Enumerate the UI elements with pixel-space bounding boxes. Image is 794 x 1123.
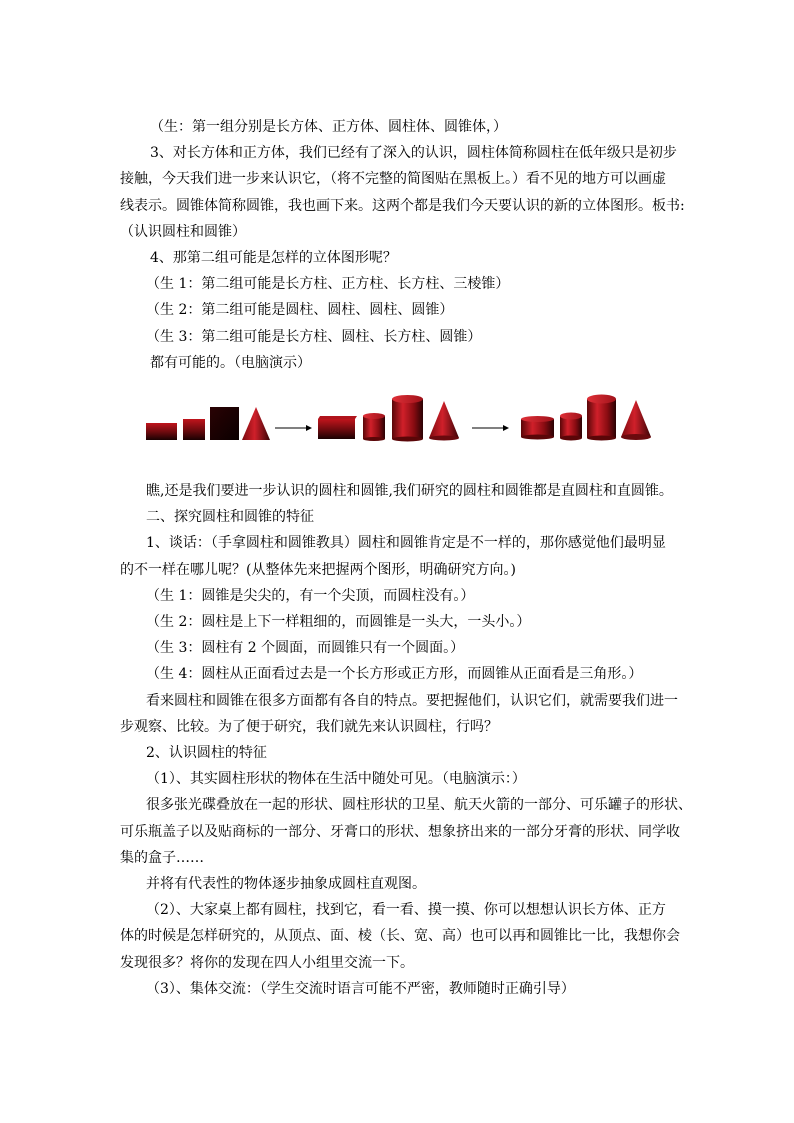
cone-shape <box>621 400 651 440</box>
paragraph: 很多张光碟叠放在一起的形状、圆柱形状的卫星、航天火箭的一部分、可乐罐子的形状、 <box>146 797 692 814</box>
paragraph: 可乐瓶盖子以及贴商标的一部分、牙膏口的形状、想象挤出来的一部分牙膏的形状、同学收 <box>120 823 680 840</box>
document-body <box>120 114 692 1002</box>
paragraph: （3）、集体交流：（学生交流时语言可能不严密，教师随时正确引导） <box>146 980 575 997</box>
cylinder-small-shape <box>560 413 582 441</box>
paragraph: 并将有代表性的物体逐步抽象成圆柱直观图。 <box>146 876 426 893</box>
shapes-demo-svg <box>146 376 676 478</box>
paragraph: 都有可能的。（电脑演示） <box>150 354 311 371</box>
paragraph: （生：第一组分别是长方体、正方体、圆柱体、圆锥体，） <box>150 119 507 135</box>
paragraph: （生 3：圆柱有 2 个圆面，而圆锥只有一个圆面。） <box>146 640 465 657</box>
shapes-demo-figure <box>146 376 676 478</box>
paragraph: 体的时候是怎样研究的，从顶点、面、棱（长、宽、高）也可以再和圆锥比一比，我想你会 <box>120 928 680 945</box>
cube-shape <box>210 407 239 440</box>
paragraph: （生 1：第二组可能是长方柱、正方柱、长方柱、三棱锥） <box>146 276 510 293</box>
cylinder-small-shape <box>363 413 385 441</box>
paragraph: （生 2：圆柱是上下一样粗细的，而圆锥是一头大，一头小。） <box>146 614 531 631</box>
paragraph: 瞧,还是我们要进一步认识的圆柱和圆锥,我们研究的圆柱和圆锥都是直圆柱和直圆锥。 <box>146 483 673 500</box>
arrow-head <box>306 425 312 431</box>
paragraph: （2）、大家桌上都有圆柱，找到它，看一看、摸一摸、你可以想想认识长方体、正方 <box>146 902 666 919</box>
paragraph: （生 1：圆锥是尖尖的，有一个尖顶，而圆柱没有。） <box>146 587 475 604</box>
cone-shape <box>429 401 459 441</box>
paragraph: （认识圆柱和圆锥） <box>120 223 246 240</box>
paragraph: （1）、其实圆柱形状的物体在生活中随处可见。（电脑演示：） <box>146 771 526 788</box>
cylinder-flat-shape <box>521 416 554 440</box>
section-heading: 二、探究圆柱和圆锥的特征 <box>146 509 314 526</box>
paragraph: 的不一样在哪儿呢？(从整体先来把握两个图形，明确研究方向。) <box>120 561 516 578</box>
paragraph: 接触，今天我们进一步来认识它，（将不完整的简图贴在黑板上。）看不见的地方可以画虚 <box>120 171 666 188</box>
paragraph: 发现很多？将你的发现在四人小组里交流一下。 <box>120 954 414 971</box>
paragraph: 看来圆柱和圆锥在很多方面都有各自的特点。要把握他们，认识它们，就需要我们进一 <box>146 692 678 709</box>
paragraph: （生 3：第二组可能是长方柱、圆柱、长方柱、圆锥） <box>146 328 482 345</box>
paragraph: （生 2：第二组可能是圆柱、圆柱、圆柱、圆锥） <box>146 302 454 319</box>
paragraph: 1、谈话：（手拿圆柱和圆锥教具）圆柱和圆锥肯定是不一样的，那你感觉他们最明显 <box>146 535 666 552</box>
paragraph: 3、对长方体和正方体，我们已经有了深入的认识，圆柱体简称圆柱在低年级只是初步 <box>150 145 677 162</box>
cylinder-tall-shape <box>587 395 616 441</box>
small-cube-shape <box>183 419 205 440</box>
subsection-heading: 2、认识圆柱的特征 <box>146 745 267 762</box>
paragraph: 4、那第二组可能是怎样的立体图形呢？ <box>150 250 397 267</box>
paragraph: 集的盒子…… <box>120 849 204 866</box>
paragraph: 线表示。圆锥体简称圆锥，我也画下来。这两个都是我们今天要认识的新的立体图形。板书: <box>120 197 685 214</box>
triangle-shape <box>242 407 270 440</box>
cuboid-3d-shape <box>318 416 357 439</box>
cylinder-tall-shape <box>392 395 423 442</box>
arrow-head <box>503 425 509 431</box>
paragraph: 步观察、比较。为了便于研究，我们就先来认识圆柱，行吗？ <box>120 718 498 735</box>
paragraph: （生 4：圆柱从正面看过去是一个长方形或正方形，而圆锥从正面看是三角形。） <box>146 666 643 683</box>
cuboid-shape <box>146 423 177 440</box>
